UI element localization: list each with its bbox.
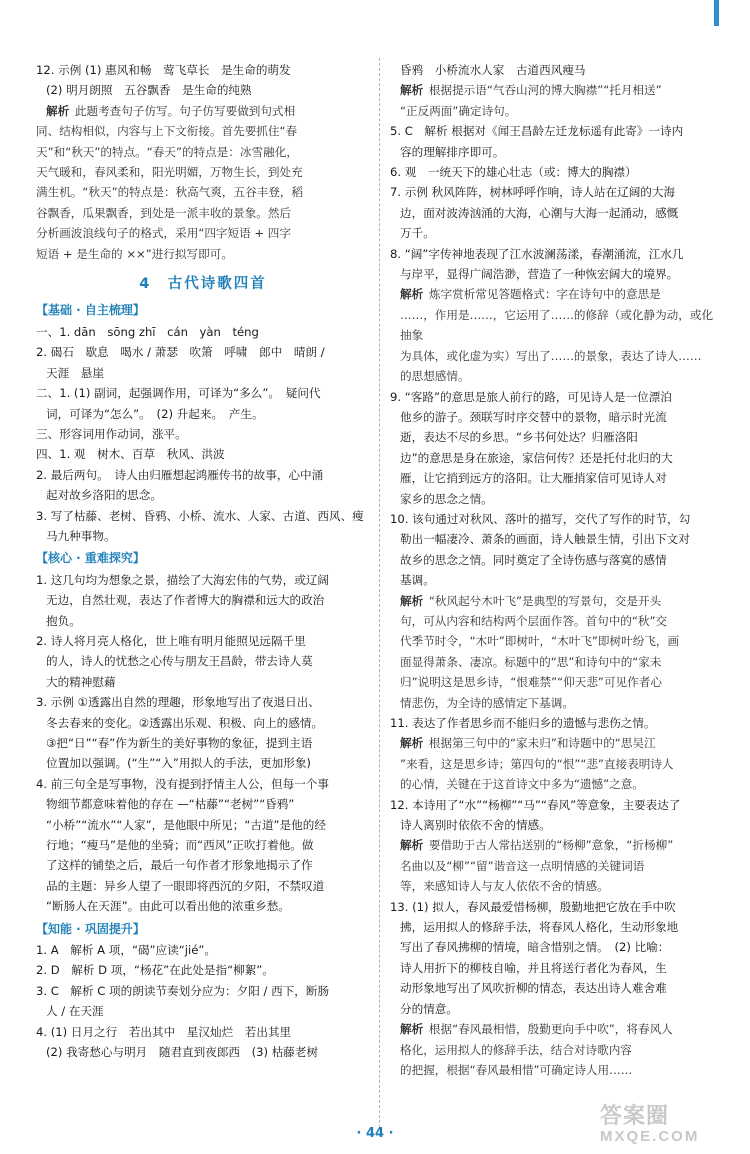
answer-line: 9. “客路”的意思是旅人前行的路，可见诗人是一位漂泊	[390, 389, 672, 404]
explanation-line: 解析 根据第三句中的“家未归”和诗题中的“思吴江	[400, 736, 656, 751]
answer-line: 诗人离别时依依不舍的情感。	[400, 818, 551, 833]
answer-line: 3. C 解析 C 项的朗读节奏划分应为：夕阳 / 西下，断肠	[36, 983, 330, 998]
explanation-line: 情悲伤，为全诗的感情定下基调。	[400, 695, 574, 710]
explanation-line: 句，可从内容和结构两个层面作答。首句中的“秋”交	[400, 613, 668, 628]
explanation-line: 解析 炼字赏析常见答题格式：字在诗句中的意思是	[400, 287, 661, 302]
answer-line: 行地；“瘦马”是他的坐骑；而“西风”正吹打着他。做	[46, 838, 314, 853]
answer-line: 8. “阔”字传神地表现了江水波澜荡漾，春潮涌流，江水几	[390, 246, 684, 261]
answer-line: 10. 该句通过对秋风、落叶的描写，交代了写作的时节，勾	[390, 511, 691, 526]
explanation-line: 同、结构相似，内容与上下文衔接。首先要抓住“春	[36, 124, 298, 139]
answer-line: 7. 示例 秋风阵阵，树林呼呼作响，诗人站在辽阔的大海	[390, 185, 676, 200]
answer-line: ③把“日”“春”作为新生的美好事物的象征，提到主语	[46, 736, 313, 750]
answer-line: 动形象地写出了风吹折柳的情态，表达出诗人难舍难	[400, 981, 667, 996]
answer-line: 2. D 解析 D 项，“杨花”在此处是指“柳絮”。	[36, 963, 274, 978]
answer-line: 万千。	[400, 226, 435, 241]
answer-line: 勒出一幅凄冷、萧条的画面，诗人触景生情，引出下文对	[400, 532, 690, 547]
explanation-line: 满生机。“秋天”的特点是：秋高气爽，五谷丰登，稻	[36, 185, 304, 200]
answer-line: 2. 最后两句。 诗人由归雁想起鸿雁传书的故事，心中涌	[36, 467, 324, 482]
answer-line: 边”的意思是身在旅途，家信何传？还是托付北归的大	[400, 450, 673, 465]
section-title: 4 古代诗歌四首	[139, 276, 267, 293]
explanation-line: 为具体，或化虚为实）写出了……的景象，表达了诗人……	[400, 348, 702, 363]
answer-line: 他乡的游子。颈联写时序交替中的景物，暗示时光流	[400, 409, 667, 424]
answer-line: 5. C 解析 根据对《闻王昌龄左迁龙标遥有此寄》一诗内	[390, 124, 684, 139]
explanation-label: 解析	[400, 593, 424, 608]
watermark-logo	[600, 1104, 740, 1148]
answer-line: 无边，自然壮观，表达了作者博大的胸襟和远大的政治	[46, 593, 325, 608]
explanation-line: 分析画波浪线句子的格式，采用“四字短语 + 四字	[36, 226, 291, 241]
answer-line: 基调。	[400, 573, 435, 588]
answer-line: “断肠人在天涯”。由此可以看出他的浓重乡愁。	[46, 899, 290, 914]
answer-line: 品的主题：异乡人望了一眼即将西沉的夕阳，不禁叹道	[46, 878, 325, 893]
answer-line: 一、1. dān sōng zhī cán yàn téng	[36, 324, 259, 339]
answer-line: 1. 这几句均为想象之景，描绘了大海宏伟的气势，或辽阔	[36, 572, 329, 587]
explanation-line: 的心情，关键在于这首诗文中多为“遗憾”之意。	[400, 777, 644, 792]
explanation-line: 代季节时令，“木叶”即树叶，“木叶飞”即树叶纷飞，画	[400, 634, 680, 649]
answer-line: 马九种事物。	[46, 528, 116, 543]
answer-line: (2) 我寄愁心与明月 随君直到夜郎西 (3) 枯藤老树	[46, 1045, 319, 1060]
answer-line: 诗人用折下的柳枝自喻，并且将送行者化为春风，生	[400, 960, 667, 975]
explanation-line: 解析 “秋风起兮木叶飞”是典型的写景句，交是开头	[400, 593, 662, 608]
explanation-label: 解析	[400, 736, 424, 751]
explanation-line: ”来看，这是思乡诗；第四句的“恨”“悲”直接表明诗人	[400, 756, 674, 771]
answer-line: 1. A 解析 A 项，“碣”应读“jié”。	[36, 943, 216, 958]
explanation-line: 名曲以及“柳”“留”谐音这一点明情感的关键词语	[400, 858, 645, 873]
explanation-line: 短语 + 是生命的 ××”进行拟写即可。	[36, 246, 233, 261]
answer-line: (2) 明月朗照 五谷飘香 是生命的纯熟	[46, 83, 252, 98]
explanation-label: 解析	[400, 838, 424, 853]
explanation-line: 解析 根据“春风最相惜，殷勤更向手中吹”，将春风人	[400, 1022, 673, 1037]
answer-line: “小桥”“流水”“人家”，是他眼中所见；“古道”是他的经	[46, 817, 326, 832]
answer-line: 词，可译为“怎么”。 (2) 升起来。 产生。	[46, 406, 264, 421]
answer-line: 2. 诗人将月亮人格化，世上唯有明月能照见远隔千里	[36, 633, 306, 648]
answer-line: 4. (1) 日月之行 若出其中 星汉灿烂 若出其里	[36, 1024, 292, 1039]
explanation-line: 格化，运用拟人的修辞手法，结合对诗歌内容	[400, 1042, 632, 1057]
answer-line: 了这样的铺垫之后，最后一句作者才形象地揭示了作	[46, 858, 313, 873]
explanation-line: 天气暖和，春风柔和，阳光明媚，万物生长，到处充	[36, 165, 303, 180]
answer-line: 2. 碣石 歇息 喝水 / 萧瑟 吹箫 呼啸 郎中 晴朗 /	[36, 345, 325, 360]
answer-line: 位置加以强调。(“生”“入”用拟人的手法，更加形象)	[46, 756, 311, 771]
explanation-line: 解析 根据提示语“气吞山河的博大胸襟”“托月相送”	[400, 83, 662, 98]
answer-line: 拂，运用拟人的修辞手法，将春风人格化，生动形象地	[400, 920, 679, 935]
explanation-line: “正反两面”确定诗句。	[400, 103, 517, 118]
explanation-line: 的把握，根据“春风最相惜”可确定诗人用……	[400, 1062, 633, 1077]
explanation-line: 解析 此题考查句子仿写。句子仿写要做到句式相	[46, 103, 296, 118]
answer-line: 故乡的思念之情。同时奠定了全诗伤感与落寞的感情	[400, 552, 667, 567]
answer-line: 的人，诗人的忧愁之心传与朋友王昌龄，带去诗人莫	[46, 654, 313, 669]
left-column	[36, 60, 370, 1063]
answer-line: 昏鸦 小桥流水人家 古道西风瘦马	[400, 63, 586, 77]
watermark-line: 答案圈	[600, 1103, 670, 1128]
answer-line: 雁，让它捎到远方的洛阳。让大雁捎家信可见诗人对	[400, 471, 667, 486]
answer-line: 13. (1) 拟人，春风最爱惜杨柳，殷勤地把它放在手中吹	[390, 899, 676, 914]
explanation-label: 解析	[400, 287, 424, 302]
explanation-line: 解析 要借助于古人常拈送别的“杨柳”意象，“折杨柳”	[400, 838, 674, 853]
section-heading-basics: 【基础 · 自主梳理】	[36, 303, 145, 318]
answer-line: 分的情意。	[400, 1001, 458, 1016]
answer-line: 四、1. 观 树木、百草 秋风、洪波	[36, 447, 225, 462]
column-divider	[379, 58, 380, 1128]
answer-line: 冬去春来的变化。②透露出乐观、积极、向上的感情。	[46, 715, 324, 730]
answer-line: 与岸平，显得广阔浩渺，营造了一种恢宏阔大的境界。	[400, 267, 679, 282]
answer-line: 三、形容词用作动词，涨平。	[36, 426, 187, 441]
answer-line: 二、1. (1) 副词，起强调作用，可译为“多么”。 疑问代	[36, 386, 321, 401]
answer-line: 人 / 在天涯	[46, 1004, 104, 1019]
right-column	[390, 60, 720, 1080]
answer-line: 12. 本诗用了“水”“杨柳”“马”“春风”等意象，主要表达了	[390, 797, 681, 812]
answer-line: 4. 前三句全是写事物，没有提到抒情主人公，但每一个事	[36, 776, 329, 791]
explanation-line: 归”说明这是思乡诗，“恨难禁”“仰天悲”可见作者心	[400, 675, 662, 690]
explanation-line: 的思想感情。	[400, 369, 470, 384]
page-number: · 44 ·	[356, 1126, 394, 1141]
page-edge-marker	[714, 0, 719, 26]
answer-line: 家乡的思念之情。	[400, 491, 493, 506]
answer-line: 11. 表达了作者思乡而不能归乡的遗憾与悲伤之情。	[390, 716, 656, 730]
explanation-line: 谷飘香，瓜果飘香，到处是一派丰收的景象。然后	[36, 205, 292, 220]
answer-line: 12. 示例 (1) 惠风和畅 莺飞草长 是生命的萌发	[36, 63, 291, 77]
explanation-line: 面显得萧条、凄凉。标题中的“思”和诗句中的“家未	[400, 654, 662, 669]
answer-line: 起对故乡洛阳的思念。	[46, 488, 162, 503]
explanation-line: ……，作用是……，它运用了……的修辞（或化静为动，或化抽象	[400, 307, 714, 343]
watermark-line: MXQE.COM	[600, 1128, 700, 1145]
answer-line: 写出了春风拂柳的情境，暗含惜别之情。 (2) 比喻：	[400, 940, 670, 955]
answer-line: 天涯 悬崖	[46, 365, 104, 380]
answer-line: 3. 示例 ①透露出自然的理趣，形象地写出了夜退日出、	[36, 695, 320, 710]
section-heading-practice: 【知能 · 巩固提升】	[36, 921, 145, 936]
explanation-label: 解析	[400, 1022, 424, 1037]
section-heading-core: 【核心 · 重难探究】	[36, 551, 145, 566]
explanation-line: 等，来感知诗人与友人依依不舍的情感。	[400, 879, 609, 894]
explanation-label: 解析	[400, 83, 424, 98]
answer-line: 大的精神慰藉	[46, 674, 116, 689]
answer-line: 边，面对波涛汹涌的大海，心潮与大海一起涌动，感慨	[400, 205, 679, 220]
explanation-line: 天”和“秋天”的特点。“春天”的特点是：冰雪融化，	[36, 144, 298, 159]
answer-line: 容的理解排序即可。	[400, 144, 505, 159]
explanation-label: 解析	[46, 103, 70, 118]
answer-line: 3. 写了枯藤、老树、昏鸦、小桥、流水、人家、古道、西风、瘦	[36, 508, 364, 523]
answer-line: 6. 观 一统天下的雄心壮志（或：博大的胸襟）	[390, 165, 637, 180]
answer-line: 抱负。	[46, 613, 81, 628]
answer-line: 物细节都意味着他的存在 —“枯藤”“老树”“昏鸦”	[46, 797, 295, 812]
answer-line: 逝，表达不尽的乡思。“乡书何处达？归雁洛阳	[400, 430, 638, 445]
